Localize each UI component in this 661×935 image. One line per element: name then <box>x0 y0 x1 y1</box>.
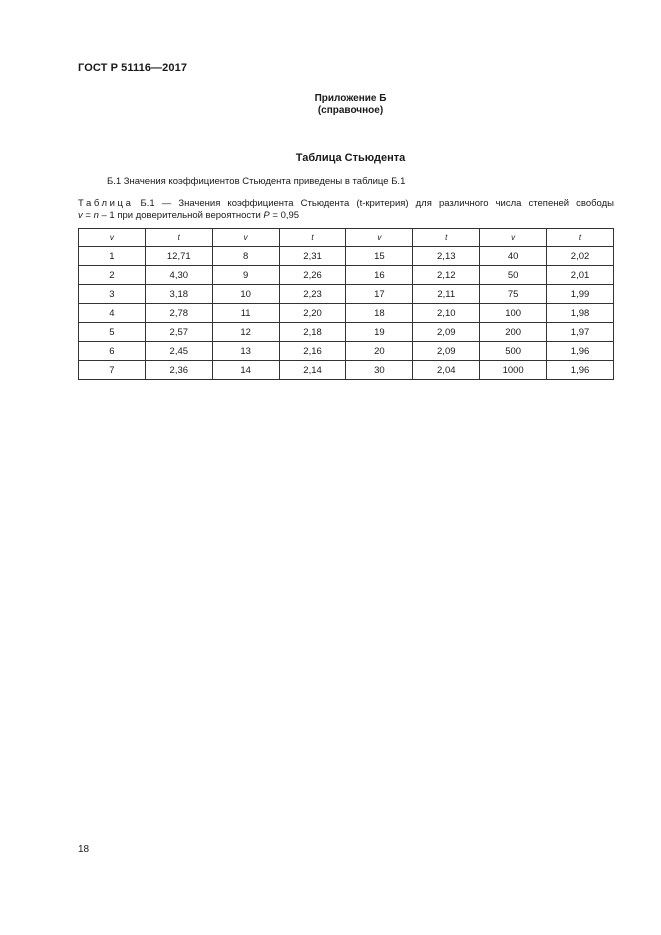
table-cell-v: 5 <box>79 323 146 342</box>
table-cell-v: 7 <box>79 361 146 380</box>
table-cell-t: 2,26 <box>279 266 346 285</box>
table-cell-t: 1,96 <box>547 342 614 361</box>
table-cell-t: 2,31 <box>279 247 346 266</box>
table-cell-t: 1,97 <box>547 323 614 342</box>
column-header: v <box>212 229 279 247</box>
table-cell-v: 15 <box>346 247 413 266</box>
table-cell-t: 2,23 <box>279 285 346 304</box>
table-cell-v: 20 <box>346 342 413 361</box>
section-title-text: Таблица Стьюдента <box>295 152 406 164</box>
annex-title: Приложение Б <box>314 93 387 104</box>
table-cell-v: 75 <box>480 285 547 304</box>
table-cell-t: 1,98 <box>547 304 614 323</box>
table-cell-t: 2,16 <box>279 342 346 361</box>
table-cell-t: 2,14 <box>279 361 346 380</box>
column-header: t <box>413 229 480 247</box>
caption-n-symbol: n <box>93 210 99 221</box>
table-caption-line-1 <box>78 198 614 210</box>
table-cell-t: 1,99 <box>547 285 614 304</box>
table-cell-t: 2,01 <box>547 266 614 285</box>
table-cell-v: 14 <box>212 361 279 380</box>
table-caption-text: Б.1 — Значения коэффициента Стьюдента (t-критерия) для различного числа степеней свободы <box>140 198 615 209</box>
column-header: v <box>480 229 547 247</box>
column-header: t <box>547 229 614 247</box>
table-cell-t: 4,30 <box>145 266 212 285</box>
table-cell-t: 2,78 <box>145 304 212 323</box>
table-cell-v: 6 <box>79 342 146 361</box>
table-row <box>79 361 614 380</box>
caption-eq: = <box>82 210 94 221</box>
table-cell-t: 1,96 <box>547 361 614 380</box>
table-cell-t: 2,57 <box>145 323 212 342</box>
table-cell-v: 4 <box>79 304 146 323</box>
document-id: ГОСТ Р 51116—2017 <box>78 62 188 74</box>
table-row <box>79 323 614 342</box>
table-cell-t: 2,12 <box>413 266 480 285</box>
table-cell-v: 12 <box>212 323 279 342</box>
table-cell-v: 3 <box>79 285 146 304</box>
table-caption-label: Таблица <box>78 198 134 209</box>
student-table <box>78 228 614 380</box>
table-cell-v: 1 <box>79 247 146 266</box>
table-cell-t: 12,71 <box>145 247 212 266</box>
table-cell-t: 2,09 <box>413 323 480 342</box>
table-cell-v: 19 <box>346 323 413 342</box>
table-caption-line-2 <box>78 210 614 222</box>
table-cell-v: 100 <box>480 304 547 323</box>
table-cell-v: 17 <box>346 285 413 304</box>
table-cell-v: 30 <box>346 361 413 380</box>
table-row <box>79 304 614 323</box>
table-cell-t: 2,11 <box>413 285 480 304</box>
table-cell-v: 16 <box>346 266 413 285</box>
table-cell-t: 2,13 <box>413 247 480 266</box>
table-cell-v: 18 <box>346 304 413 323</box>
table-header-row <box>79 229 614 247</box>
table-cell-v: 50 <box>480 266 547 285</box>
table-row <box>79 247 614 266</box>
table-cell-t: 2,04 <box>413 361 480 380</box>
table-caption <box>78 198 614 222</box>
caption-v-symbol: v <box>78 210 83 221</box>
table-row <box>79 342 614 361</box>
table-cell-v: 40 <box>480 247 547 266</box>
table-cell-v: 13 <box>212 342 279 361</box>
table-cell-t: 2,20 <box>279 304 346 323</box>
table-cell-t: 2,45 <box>145 342 212 361</box>
table-cell-t: 2,18 <box>279 323 346 342</box>
table-row <box>79 266 614 285</box>
caption-p-symbol: P <box>263 210 270 221</box>
table-cell-t: 2,36 <box>145 361 212 380</box>
caption-line2-end: = 0,95 <box>269 210 300 221</box>
column-header: t <box>145 229 212 247</box>
table-cell-v: 11 <box>212 304 279 323</box>
table-cell-v: 1000 <box>480 361 547 380</box>
table-cell-v: 500 <box>480 342 547 361</box>
table-cell-t: 2,02 <box>547 247 614 266</box>
table-row <box>79 285 614 304</box>
section-title <box>0 152 661 164</box>
column-header: t <box>279 229 346 247</box>
table-cell-v: 9 <box>212 266 279 285</box>
caption-line2-mid: – 1 при доверительной вероятности <box>98 210 264 221</box>
intro-paragraph: Б.1 Значения коэффициентов Стьюдента приведены в таблице Б.1 <box>107 176 406 187</box>
column-header: v <box>346 229 413 247</box>
page-number: 18 <box>78 844 90 855</box>
annex-status: (справочное) <box>317 105 384 116</box>
table-cell-v: 200 <box>480 323 547 342</box>
table-cell-t: 2,10 <box>413 304 480 323</box>
column-header: v <box>79 229 146 247</box>
table-cell-v: 10 <box>212 285 279 304</box>
table-cell-t: 2,09 <box>413 342 480 361</box>
table-cell-v: 8 <box>212 247 279 266</box>
annex-heading <box>0 93 661 117</box>
table-cell-v: 2 <box>79 266 146 285</box>
table-cell-t: 3,18 <box>145 285 212 304</box>
